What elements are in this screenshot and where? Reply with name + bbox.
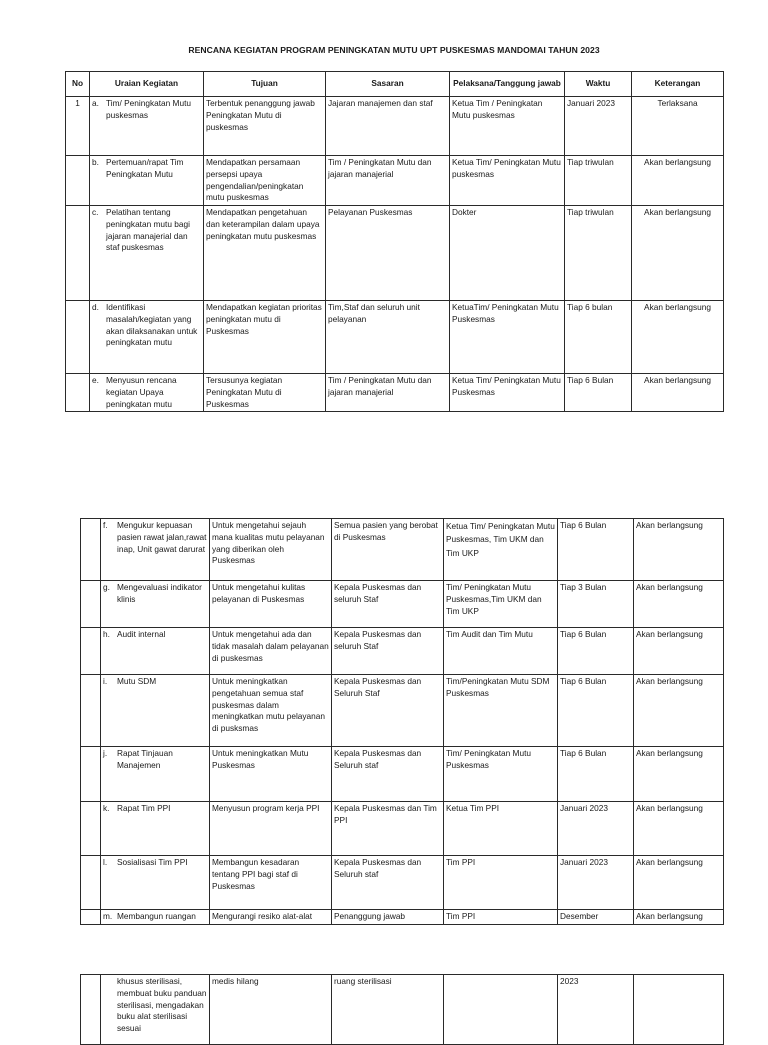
uraian-text: Tim/ Peningkatan Mutu puskesmas: [106, 98, 192, 120]
table-row: [66, 206, 724, 301]
pelaksana-cell: Tim/Peningkatan Mutu SDM Puskesmas: [444, 675, 558, 747]
sasaran-cell: Tim / Peningkatan Mutu dan jajaran manajerial: [326, 156, 450, 206]
sasaran-cell: Penanggung jawab: [332, 910, 444, 925]
keterangan-cell: Akan berlangsung: [632, 156, 724, 206]
keterangan-cell: Akan berlangsung: [634, 675, 724, 747]
pelaksana-cell: Tim Audit dan Tim Mutu: [444, 628, 558, 675]
waktu-cell: Tiap triwulan: [565, 206, 632, 301]
pelaksana-cell: Ketua Tim PPI: [444, 802, 558, 856]
uraian-cell: [101, 581, 210, 628]
tujuan-cell: Mengurangi resiko alat-alat: [210, 910, 332, 925]
keterangan-cell: Akan berlangsung: [634, 747, 724, 802]
item-letter: g.: [103, 582, 110, 592]
uraian-cell: [90, 374, 204, 412]
uraian-cell: [101, 910, 210, 925]
item-letter: l.: [103, 857, 108, 867]
keterangan-cell: Akan berlangsung: [634, 856, 724, 910]
sasaran-cell: Kepala Puskesmas dan Seluruh staf: [332, 747, 444, 802]
table-row: [81, 747, 724, 802]
sasaran-cell: Kepala Puskesmas dan seluruh Staf: [332, 628, 444, 675]
keterangan-cell: Akan berlangsung: [634, 802, 724, 856]
uraian-text: khusus sterilisasi, membuat buku panduan sterilisasi, mengadakan buku alat sterilisasi sesuai: [117, 976, 207, 1034]
tujuan-cell: Terbentuk penanggung jawab Peningkatan Mutu di puskesmas: [204, 97, 326, 156]
item-letter: i.: [103, 676, 108, 686]
tujuan-cell: Untuk meningkatkan pengetahuan semua staf puskesmas dalam meningkatkan mutu pelayanan di pusksmas: [210, 675, 332, 747]
waktu-cell: Tiap 6 Bulan: [558, 675, 634, 747]
waktu-cell: Tiap 6 bulan: [565, 301, 632, 374]
waktu-cell: Tiap 6 Bulan: [565, 374, 632, 412]
sasaran-cell: Tim / Peningkatan Mutu dan jajaran manajerial: [326, 374, 450, 412]
pelaksana-cell: Ketua Tim/ Peningkatan Mutu puskesmas: [450, 156, 565, 206]
uraian-text: Mutu SDM: [117, 676, 157, 686]
uraian-text: Identifikasi masalah/kegiatan yang akan dilaksanakan untuk peningkatan mutu: [106, 302, 198, 348]
table-row: [81, 802, 724, 856]
waktu-cell: Tiap 3 Bulan: [558, 581, 634, 628]
header-tujuan: Tujuan: [204, 72, 326, 97]
item-letter: a.: [92, 98, 99, 108]
uraian-text: Mengevaluasi indikator klinis: [117, 582, 202, 604]
sasaran-cell: Semua pasien yang berobat di Puskesmas: [332, 519, 444, 581]
uraian-text: Sosialisasi Tim PPI: [117, 857, 188, 867]
pelaksana-cell: Tim/ Peningkatan Mutu Puskesmas,Tim UKM dan Tim UKP: [444, 581, 558, 628]
table-row: [81, 519, 724, 581]
uraian-cell: [90, 301, 204, 374]
waktu-cell: Tiap 6 Bulan: [558, 747, 634, 802]
uraian-cell: [90, 156, 204, 206]
uraian-text: Audit internal: [117, 629, 166, 639]
waktu-cell: Januari 2023: [558, 856, 634, 910]
pelaksana-cell: Dokter: [450, 206, 565, 301]
table-row: [81, 910, 724, 925]
uraian-text: Rapat Tim PPI: [117, 803, 171, 813]
header-uraian: Uraian Kegiatan: [90, 72, 204, 97]
pelaksana-cell: Tim/ Peningkatan Mutu Puskesmas: [444, 747, 558, 802]
table-row: [66, 156, 724, 206]
pelaksana-cell: Tim PPI: [444, 910, 558, 925]
uraian-cell: [101, 519, 210, 581]
uraian-text: Menyusun rencana kegiatan Upaya peningkatan mutu: [106, 375, 177, 409]
table-row: [81, 975, 724, 1045]
pelaksana-cell: [444, 975, 558, 1045]
uraian-cell: [101, 747, 210, 802]
sasaran-cell: Jajaran manajemen dan staf: [326, 97, 450, 156]
waktu-cell: Desember: [558, 910, 634, 925]
waktu-cell: Januari 2023: [558, 802, 634, 856]
sasaran-cell: Kepala Puskesmas dan Seluruh staf: [332, 856, 444, 910]
tujuan-cell: Mendapatkan pengetahuan dan keterampilan dalam upaya peningkatan mutu puskesmas: [204, 206, 326, 301]
tujuan-cell: Membangun kesadaran tentang PPI bagi staf di Puskesmas: [210, 856, 332, 910]
keterangan-cell: Akan berlangsung: [634, 581, 724, 628]
sasaran-cell: Kepala Puskesmas dan seluruh Staf: [332, 581, 444, 628]
tujuan-cell: Tersusunya kegiatan Peningkatan Mutu di Puskesmas: [204, 374, 326, 412]
table-row: [66, 97, 724, 156]
tujuan-cell: Untuk mengetahui ada dan tidak masalah dalam pelayanan di puskesmas: [210, 628, 332, 675]
table-row: [81, 675, 724, 747]
pelaksana-cell: Ketua Tim/ Peningkatan Mutu Puskesmas: [450, 374, 565, 412]
table-header-row: [66, 72, 724, 97]
keterangan-cell: Akan berlangsung: [632, 206, 724, 301]
keterangan-cell: Terlaksana: [632, 97, 724, 156]
keterangan-cell: Akan berlangsung: [634, 628, 724, 675]
table-row: [66, 301, 724, 374]
pelaksana-cell: Ketua Tim / Peningkatan Mutu puskesmas: [450, 97, 565, 156]
tujuan-cell: Mendapatkan persamaan persepsi upaya pengendalian/peningkatan mutu puskesmas: [204, 156, 326, 206]
uraian-cell: [90, 97, 204, 156]
document-title: RENCANA KEGIATAN PROGRAM PENINGKATAN MUTU UPT PUSKESMAS MANDOMAI TAHUN 2023: [188, 45, 600, 55]
sasaran-cell: Kepala Puskesmas dan Tim PPI: [332, 802, 444, 856]
tujuan-cell: Untuk meningkatkan Mutu Puskesmas: [210, 747, 332, 802]
item-letter: m.: [103, 911, 113, 921]
item-letter: d.: [92, 302, 99, 313]
keterangan-cell: Akan berlangsung: [634, 519, 724, 581]
waktu-cell: Januari 2023: [565, 97, 632, 156]
waktu-cell: 2023: [558, 975, 634, 1045]
uraian-text: Membangun ruangan: [117, 911, 196, 921]
activity-table-page-1: [65, 71, 724, 412]
item-letter: e.: [92, 375, 99, 386]
table-row: [81, 628, 724, 675]
tujuan-cell: Mendapatkan kegiatan prioritas peningkatan mutu di Puskesmas: [204, 301, 326, 374]
keterangan-cell: Akan berlangsung: [632, 374, 724, 412]
uraian-text: Mengukur kepuasan pasien rawat jalan,rawat inap, Unit gawat darurat: [117, 520, 207, 554]
table-row: [66, 374, 724, 412]
tujuan-cell: Untuk mengetahui sejauh mana kualitas mutu pelayanan yang diberikan oleh Puskesmas: [210, 519, 332, 581]
sasaran-cell: Tim,Staf dan seluruh unit pelayanan: [326, 301, 450, 374]
table-row: [81, 581, 724, 628]
keterangan-cell: Akan berlangsung: [632, 301, 724, 374]
item-letter: j.: [103, 748, 108, 758]
table-row: [81, 856, 724, 910]
uraian-cell: [101, 802, 210, 856]
uraian-cell: [101, 856, 210, 910]
waktu-cell: Tiap 6 Bulan: [558, 519, 634, 581]
tujuan-cell: Menyusun program kerja PPI: [210, 802, 332, 856]
waktu-cell: Tiap 6 Bulan: [558, 628, 634, 675]
header-keterangan: Keterangan: [632, 72, 724, 97]
sasaran-cell: Kepala Puskesmas dan Seluruh Staf: [332, 675, 444, 747]
uraian-cell: [101, 628, 210, 675]
pelaksana-cell: Ketua Tim/ Peningkatan Mutu Puskesmas, Tim UKM dan Tim UKP: [444, 519, 558, 581]
waktu-cell: Tiap triwulan: [565, 156, 632, 206]
header-no: No: [66, 72, 90, 97]
uraian-text: Pertemuan/rapat Tim Peningkatan Mutu: [106, 157, 184, 179]
keterangan-cell: Akan berlangsung: [634, 910, 724, 925]
row-number: 1: [66, 97, 90, 156]
uraian-text: Pelatihan tentang peningkatan mutu bagi jajaran manajerial dan staf puskesmas: [106, 207, 190, 253]
tujuan-cell: medis hilang: [210, 975, 332, 1045]
pelaksana-cell: KetuaTim/ Peningkatan Mutu Puskesmas: [450, 301, 565, 374]
item-letter: k.: [103, 803, 110, 813]
uraian-text: Rapat Tinjauan Manajemen: [117, 748, 173, 770]
uraian-cell: [101, 675, 210, 747]
activity-table-page-3: [80, 974, 724, 1045]
sasaran-cell: ruang sterilisasi: [332, 975, 444, 1045]
uraian-cell: [90, 206, 204, 301]
item-letter: c.: [92, 207, 99, 218]
uraian-cell: [101, 975, 210, 1045]
header-waktu: Waktu: [565, 72, 632, 97]
header-pelaksana: Pelaksana/Tanggung jawab: [450, 72, 565, 97]
tujuan-cell: Untuk mengetahui kulitas pelayanan di Puskesmas: [210, 581, 332, 628]
item-letter: h.: [103, 629, 110, 639]
activity-table-page-2: [80, 518, 724, 925]
pelaksana-cell: Tim PPI: [444, 856, 558, 910]
keterangan-cell: [634, 975, 724, 1045]
item-letter: f.: [103, 520, 108, 530]
item-letter: b.: [92, 157, 99, 167]
sasaran-cell: Pelayanan Puskesmas: [326, 206, 450, 301]
header-sasaran: Sasaran: [326, 72, 450, 97]
